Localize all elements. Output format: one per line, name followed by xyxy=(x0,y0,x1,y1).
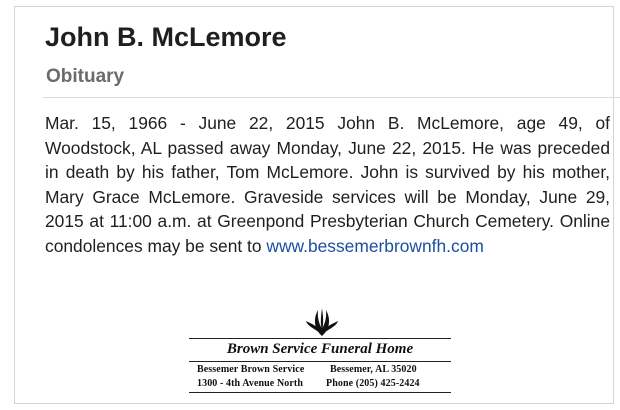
logo-rule-bottom xyxy=(189,392,451,393)
funeral-home-branch: Bessemer Brown Service xyxy=(197,364,305,375)
funeral-home-city: Bessemer, AL 35020 xyxy=(330,364,417,375)
funeral-home-phone: Phone (205) 425-2424 xyxy=(326,378,420,389)
obituary-body: Mar. 15, 1966 - June 22, 2015 John B. McLemore, age 49, of Woodstock, AL passed away Monday, June 22, 2015. He was preceded in death by his father, Tom McLemore. John is survived by his mother, Mary Grace McLemore. Graveside services will be Monday, June 29, 2015 at 11:00 a.m. at Greenpond Presbyterian Church Cemetery. Online condolences may be sent to xyxy=(45,113,610,256)
obituary-card xyxy=(14,6,614,404)
logo-rule-middle xyxy=(189,361,451,362)
logo-rule-top xyxy=(189,338,451,339)
page-subtitle: Obituary xyxy=(46,66,125,87)
funeral-home-street: 1300 - 4th Avenue North xyxy=(197,378,304,389)
funeral-home-logo xyxy=(189,307,451,393)
obituary-text xyxy=(45,111,610,258)
page-title: John B. McLemore xyxy=(45,22,287,52)
flame-leaf-logo-icon xyxy=(304,307,340,337)
divider xyxy=(43,97,620,98)
funeral-home-name: Brown Service Funeral Home xyxy=(226,341,414,357)
condolences-link[interactable]: www.bessemerbrownfh.com xyxy=(266,235,484,256)
